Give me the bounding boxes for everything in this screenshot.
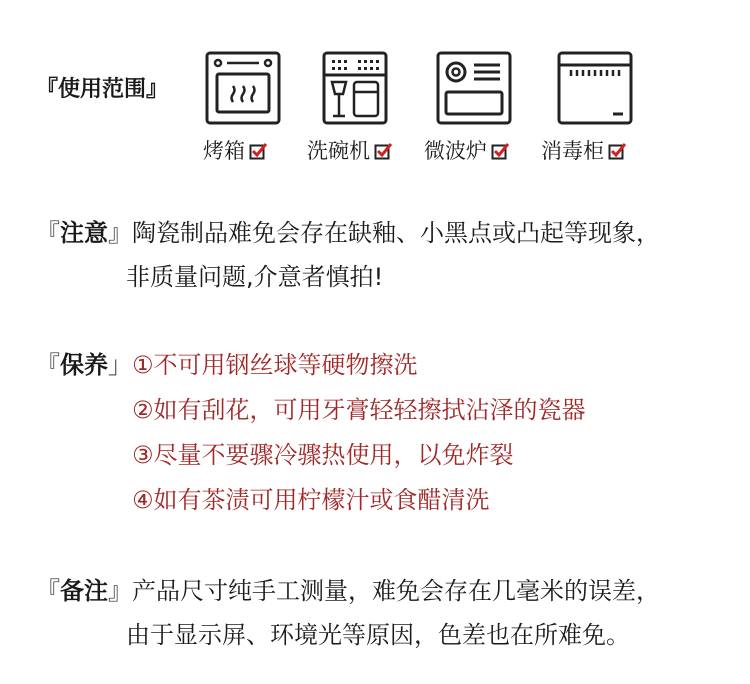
remark-close-bracket: 』 [108, 577, 132, 605]
oven-text: 烤箱 [203, 139, 245, 163]
oven-label [203, 135, 266, 165]
remark-open-bracket: 『 [36, 577, 60, 605]
sterilizer-cabinet-icon [555, 50, 635, 126]
dishwasher-text: 洗碗机 [307, 139, 370, 163]
care-line-1 [36, 350, 418, 380]
notice-text-1: 陶瓷制品难免会存在缺釉、小黑点或凸起等现象， [132, 219, 660, 247]
scope-label: 『使用范围』 [36, 77, 169, 102]
microwave-icon [434, 50, 514, 126]
notice-close-bracket: 』 [108, 219, 132, 247]
care-item-2: ②如有刮花，可用牙膏轻轻擦拭沾泽的瓷器 [132, 396, 586, 424]
care-title: 保养 [60, 351, 108, 379]
sterilizer-text: 消毒柜 [541, 139, 604, 163]
notice-line-1 [36, 218, 660, 248]
sterilizer-label [541, 135, 625, 165]
care-close-bracket: 」 [108, 351, 132, 379]
notice-open-bracket: 『 [36, 219, 60, 247]
checked-checkbox-icon [249, 142, 266, 159]
microwave-label [424, 135, 508, 165]
microwave-text: 微波炉 [424, 139, 487, 163]
oven-icon [203, 50, 283, 126]
dishwasher-icon [316, 50, 396, 126]
remark-line-2: 由于显示屏、环境光等原因，色差也在所难免。 [126, 621, 630, 649]
microwave-item [434, 50, 514, 126]
remark-text-1: 产品尺寸纯手工测量，难免会存在几毫米的误差， [132, 577, 660, 605]
oven-item [203, 50, 283, 126]
dishwasher-label [307, 135, 391, 165]
checked-checkbox-icon [608, 142, 625, 159]
care-item-4: ④如有茶渍可用柠檬汁或食醋清洗 [132, 486, 490, 514]
notice-line-2: 非质量问题,介意者慎拍! [126, 263, 384, 291]
care-item-1: ①不可用钢丝球等硬物擦洗 [132, 351, 418, 379]
care-item-3: ③尽量不要骤冷骤热使用，以免炸裂 [132, 441, 514, 469]
checked-checkbox-icon [491, 142, 508, 159]
dishwasher-item [316, 50, 396, 126]
checked-checkbox-icon [374, 142, 391, 159]
notice-title: 注意 [60, 219, 108, 247]
remark-title: 备注 [60, 577, 108, 605]
remark-line-1 [36, 576, 660, 606]
care-open-bracket: 『 [36, 351, 60, 379]
sterilizer-item [555, 50, 635, 126]
